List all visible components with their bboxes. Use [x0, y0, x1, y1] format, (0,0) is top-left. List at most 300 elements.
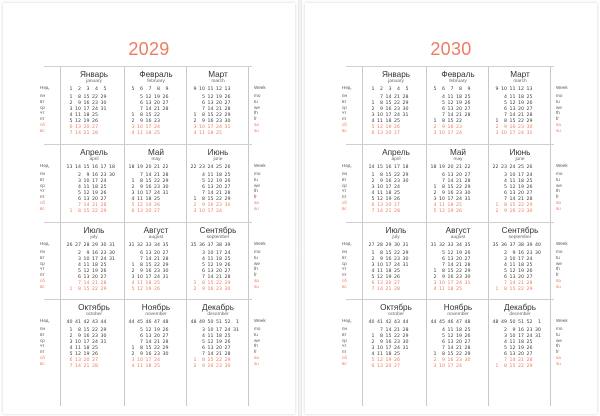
- day-number: 6: [202, 100, 205, 106]
- day-number: 9: [504, 124, 507, 130]
- month-name-latin: january: [86, 79, 102, 84]
- month-name-latin: september: [508, 235, 532, 240]
- day-number: 6: [69, 357, 73, 363]
- day-number: [160, 364, 169, 370]
- day-number: 3: [69, 339, 73, 345]
- weekday-label: сб: [342, 354, 347, 360]
- week-number: 11: [509, 87, 516, 92]
- day-number: 20: [92, 274, 98, 280]
- weekday-label: th: [556, 110, 560, 116]
- week-number: 21: [456, 165, 462, 170]
- week-number: 33: [447, 243, 454, 248]
- week-number: 29: [92, 243, 98, 248]
- day-number: 6: [202, 345, 205, 351]
- day-number: 3: [131, 190, 135, 196]
- day-number: 6: [442, 256, 445, 262]
- day-number: 24: [100, 256, 107, 262]
- day-number: 22: [154, 345, 160, 351]
- day-number: 17: [509, 130, 516, 136]
- day-number: 31: [100, 339, 107, 345]
- weekday-label: su: [254, 283, 259, 289]
- day-number: 22: [216, 112, 222, 118]
- week-number: 39: [526, 243, 533, 248]
- day-row: [126, 364, 186, 370]
- day-number: [462, 364, 471, 370]
- day-number: 13: [377, 130, 383, 136]
- month-block: [428, 70, 488, 137]
- week-number: 41: [377, 320, 383, 325]
- day-number: 25: [216, 130, 222, 136]
- weekday-label: пн: [40, 93, 46, 98]
- day-number: 13: [447, 172, 454, 178]
- day-number: 26: [92, 351, 98, 357]
- day-number: 13: [83, 196, 90, 202]
- day-number: [160, 287, 169, 293]
- week-number-row: [126, 320, 186, 327]
- day-number: 24: [92, 106, 98, 112]
- week-number-row: [64, 165, 124, 172]
- day-number: 14: [83, 280, 90, 286]
- week-number: 20: [145, 165, 152, 170]
- day-number: 11: [509, 262, 516, 268]
- day-number: 19: [518, 345, 524, 351]
- day-number: 12: [207, 94, 214, 100]
- weekday-label: we: [254, 104, 260, 110]
- day-number: 9: [140, 184, 143, 190]
- week-number: 16: [92, 165, 98, 170]
- weekday-label: вт: [40, 254, 45, 260]
- day-number: 2: [193, 202, 197, 208]
- day-number: 5: [202, 94, 205, 100]
- day-number: 1: [495, 202, 499, 208]
- day-number: 23: [456, 190, 462, 196]
- day-number: 23: [456, 124, 462, 130]
- month-name-latin: may: [151, 157, 161, 162]
- day-number: 9: [140, 351, 143, 357]
- day-number: 28: [100, 280, 107, 286]
- week-number: 44: [430, 320, 437, 325]
- week-number-row: [428, 320, 488, 327]
- day-number: 2: [78, 250, 81, 256]
- day-number: 14: [75, 363, 81, 369]
- day-number: 3: [504, 172, 507, 178]
- weekday-label: sa: [556, 199, 561, 205]
- day-number: 23: [394, 256, 400, 262]
- weekday-label: th: [556, 266, 560, 272]
- weekday-label: сб: [40, 277, 45, 283]
- day-number: 25: [100, 184, 107, 190]
- weekday-label: чт: [40, 188, 45, 194]
- day-number: 2: [131, 184, 135, 190]
- day-number: 1: [495, 118, 499, 124]
- day-number: 29: [526, 202, 533, 208]
- day-number: 28: [464, 112, 471, 118]
- month-block: [188, 148, 248, 215]
- day-number: 11: [199, 130, 205, 136]
- week-number-row: [64, 320, 124, 327]
- weekday-label: fr: [556, 272, 559, 278]
- day-row: [490, 131, 550, 137]
- weekday-label: чт: [40, 266, 45, 272]
- week-number: 1: [236, 320, 239, 325]
- grid-vertical-separator: [124, 66, 125, 406]
- weekday-label: th: [556, 188, 560, 194]
- day-number: 31: [224, 124, 231, 130]
- month-name: Январь: [381, 70, 411, 79]
- day-number: 29: [162, 178, 169, 184]
- week-number-label: Week: [556, 318, 568, 323]
- week-number-label: Week: [254, 163, 266, 168]
- year-grid: [3, 3, 295, 414]
- day-number: 11: [447, 94, 454, 100]
- day-number: [107, 209, 116, 215]
- day-number: 8: [140, 345, 143, 351]
- day-number: 8: [140, 178, 143, 184]
- day-number: 26: [394, 196, 400, 202]
- day-number: 31: [162, 190, 169, 196]
- day-number: 4: [202, 172, 205, 178]
- day-number: 8: [442, 118, 445, 124]
- day-number: 3: [371, 112, 375, 118]
- grid-vertical-separator: [426, 66, 427, 406]
- day-number: 14: [509, 196, 516, 202]
- weekday-label: mo: [254, 93, 261, 98]
- weekday-labels-left: [342, 163, 356, 212]
- day-number: 15: [385, 100, 392, 106]
- day-number: 23: [154, 184, 160, 190]
- week-number: 49: [199, 320, 205, 325]
- day-number: 22: [154, 178, 160, 184]
- day-number: 28: [526, 112, 533, 118]
- week-number: 29: [385, 243, 392, 248]
- month-name-latin: april: [89, 157, 99, 162]
- day-number: 23: [154, 118, 160, 124]
- day-number: 21: [83, 130, 90, 136]
- day-number: 9: [380, 256, 383, 262]
- day-number: 29: [100, 94, 107, 100]
- weekday-label: we: [556, 260, 562, 266]
- year-title: 2030: [430, 39, 472, 59]
- day-number: 8: [380, 172, 383, 178]
- day-number: 14: [447, 178, 454, 184]
- week-number: 7: [148, 87, 152, 92]
- week-number: 10: [199, 87, 205, 92]
- day-number: 27: [526, 351, 533, 357]
- day-number: 5: [504, 100, 507, 106]
- weekday-label: вт: [342, 176, 347, 182]
- day-number: 29: [100, 208, 107, 214]
- day-number: 26: [464, 250, 471, 256]
- week-number: 50: [509, 320, 516, 325]
- day-number: [533, 287, 542, 293]
- week-number: 48: [162, 320, 169, 325]
- day-number: 11: [439, 202, 445, 208]
- week-number: 36: [199, 243, 205, 248]
- day-number: 28: [162, 172, 169, 178]
- day-number: 26: [526, 184, 533, 190]
- day-number: 18: [385, 190, 392, 196]
- day-number: 7: [504, 112, 507, 118]
- day-number: 16: [518, 327, 524, 333]
- day-number: 12: [207, 178, 214, 184]
- day-number: 16: [447, 274, 454, 280]
- week-number: 18: [109, 165, 115, 170]
- day-number: 26: [394, 124, 400, 130]
- day-number: 3: [433, 130, 437, 136]
- week-number: 1: [69, 87, 73, 92]
- day-number: 27: [394, 130, 400, 136]
- day-number: 7: [380, 94, 383, 100]
- week-number: 30: [100, 243, 107, 248]
- day-number: 18: [385, 351, 392, 357]
- day-number: 6: [78, 196, 81, 202]
- day-number: 4: [371, 351, 375, 357]
- day-number: 19: [216, 178, 222, 184]
- week-number: 46: [447, 320, 454, 325]
- day-row: [64, 364, 124, 370]
- day-number: 7: [504, 196, 507, 202]
- month-block: [126, 148, 186, 215]
- day-number: 27: [100, 196, 107, 202]
- day-number: 14: [377, 286, 383, 292]
- day-number: 22: [518, 286, 524, 292]
- day-number: 10: [439, 196, 445, 202]
- day-number: 17: [145, 274, 152, 280]
- day-number: 29: [464, 184, 471, 190]
- weekday-label: fr: [254, 194, 257, 200]
- grid-horizontal-separator: [44, 222, 252, 223]
- month-name-latin: november: [447, 312, 469, 317]
- weekday-label: mo: [254, 326, 261, 331]
- day-number: 17: [83, 339, 90, 345]
- day-number: 17: [145, 124, 152, 130]
- day-number: 24: [216, 208, 222, 214]
- day-number: 28: [92, 130, 98, 136]
- day-number: 28: [526, 280, 533, 286]
- day-number: 3: [495, 130, 499, 136]
- day-number: 25: [394, 118, 400, 124]
- day-number: 3: [504, 256, 507, 262]
- day-number: 22: [394, 250, 400, 256]
- day-number: 20: [154, 250, 160, 256]
- day-number: 30: [402, 256, 409, 262]
- month-name-latin: september: [206, 235, 230, 240]
- week-number: 26: [526, 165, 533, 170]
- day-number: 17: [207, 208, 214, 214]
- day-number: 11: [509, 178, 516, 184]
- grid-horizontal-separator: [346, 222, 554, 223]
- day-number: [160, 209, 169, 215]
- day-number: 2: [131, 268, 135, 274]
- month-block: [490, 70, 550, 137]
- day-number: 9: [202, 202, 205, 208]
- day-number: 8: [202, 196, 205, 202]
- day-number: 30: [224, 202, 231, 208]
- day-number: [107, 287, 116, 293]
- month-name: Октябрь: [78, 303, 110, 312]
- day-number: 10: [199, 208, 205, 214]
- day-number: 15: [509, 118, 516, 124]
- week-number: 3: [86, 87, 90, 92]
- day-number: 22: [456, 351, 462, 357]
- day-number: 12: [83, 190, 90, 196]
- day-number: 31: [464, 280, 471, 286]
- week-number: 22: [464, 165, 471, 170]
- day-number: 22: [154, 112, 160, 118]
- day-number: 18: [145, 363, 152, 369]
- day-number: 12: [447, 333, 454, 339]
- week-number: 1: [371, 87, 375, 92]
- day-number: 1: [131, 178, 135, 184]
- day-number: 28: [526, 196, 533, 202]
- day-number: 9: [140, 268, 143, 274]
- day-number: 29: [162, 262, 169, 268]
- month-name: Октябрь: [380, 303, 412, 312]
- day-number: 14: [509, 280, 516, 286]
- weekday-label: ср: [40, 337, 45, 343]
- day-number: 15: [385, 172, 392, 178]
- weekday-label: su: [556, 360, 561, 366]
- weekday-label: sa: [254, 199, 259, 205]
- weekday-label: чт: [342, 110, 347, 116]
- day-number: 8: [442, 351, 445, 357]
- day-number: 6: [140, 100, 143, 106]
- day-number: 4: [442, 94, 445, 100]
- day-number: [400, 287, 409, 293]
- week-number: 37: [207, 243, 214, 248]
- weekday-label: чт: [342, 188, 347, 194]
- day-number: 21: [385, 208, 392, 214]
- day-row: [64, 209, 124, 215]
- week-number: 30: [394, 243, 400, 248]
- week-number-row: [490, 320, 550, 327]
- day-number: 19: [518, 268, 524, 274]
- day-number: 19: [83, 351, 90, 357]
- day-number: 20: [216, 184, 222, 190]
- day-number: 19: [216, 94, 222, 100]
- month-name-latin: october: [388, 312, 404, 317]
- day-number: [98, 364, 107, 370]
- day-number: 6: [202, 184, 205, 190]
- day-number: 30: [464, 274, 471, 280]
- day-row: [126, 209, 186, 215]
- day-number: 15: [509, 286, 516, 292]
- day-number: 18: [518, 94, 524, 100]
- day-number: 4: [371, 268, 375, 274]
- day-number: 2: [78, 172, 81, 178]
- day-number: 17: [145, 357, 152, 363]
- day-number: [533, 364, 542, 370]
- day-number: 2: [193, 118, 197, 124]
- weekday-labels-left: [342, 318, 356, 367]
- month-block: [64, 148, 124, 215]
- day-number: 12: [83, 268, 90, 274]
- day-number: 24: [394, 262, 400, 268]
- week-number-row: [64, 87, 124, 94]
- day-number: 28: [224, 190, 231, 196]
- day-number: 13: [145, 100, 152, 106]
- day-number: 4: [78, 184, 81, 190]
- day-number: 21: [518, 280, 524, 286]
- day-number: 7: [78, 202, 81, 208]
- day-row: [428, 209, 488, 215]
- week-number: 13: [66, 165, 73, 170]
- week-number: 9: [193, 87, 197, 92]
- day-row: [188, 209, 248, 215]
- day-number: 14: [83, 202, 90, 208]
- day-number: 24: [154, 274, 160, 280]
- day-number: [462, 287, 471, 293]
- weekday-label: sa: [556, 354, 561, 360]
- day-number: 20: [518, 190, 524, 196]
- day-number: 1: [433, 268, 437, 274]
- week-number: 18: [402, 165, 409, 170]
- week-number-label: Week: [556, 241, 568, 246]
- weekday-label: sa: [254, 354, 259, 360]
- week-number: 4: [95, 87, 98, 92]
- weekday-label: th: [254, 343, 258, 349]
- week-number: 33: [145, 243, 152, 248]
- day-number: 20: [456, 339, 462, 345]
- day-number: 6: [442, 339, 445, 345]
- day-number: 11: [207, 172, 214, 178]
- day-number: 16: [385, 178, 392, 184]
- day-number: 15: [447, 184, 454, 190]
- day-number: 30: [535, 250, 541, 256]
- weekday-label: mo: [556, 249, 563, 254]
- week-number-label: Нед.: [40, 241, 50, 246]
- day-number: 8: [380, 333, 383, 339]
- grid-horizontal-separator: [346, 144, 554, 145]
- day-number: 2: [193, 286, 197, 292]
- month-block: [428, 148, 488, 215]
- day-number: 26: [224, 339, 231, 345]
- day-number: 31: [233, 327, 239, 333]
- week-number: 20: [447, 165, 454, 170]
- day-number: 5: [202, 339, 205, 345]
- weekday-label: su: [556, 127, 561, 133]
- day-number: 13: [207, 268, 214, 274]
- day-number: 16: [92, 250, 98, 256]
- day-number: 20: [83, 357, 90, 363]
- day-number: 13: [447, 339, 454, 345]
- week-number: 39: [224, 243, 231, 248]
- weekday-label: вс: [40, 283, 45, 289]
- day-number: 14: [377, 208, 383, 214]
- day-number: 14: [385, 327, 392, 333]
- week-number: 12: [216, 87, 222, 92]
- day-number: 8: [504, 118, 507, 124]
- day-number: [400, 131, 409, 137]
- day-number: 26: [394, 274, 400, 280]
- day-number: 21: [154, 256, 160, 262]
- week-number-row: [366, 243, 426, 250]
- day-number: 27: [100, 274, 107, 280]
- day-number: 19: [385, 196, 392, 202]
- day-number: 16: [207, 286, 214, 292]
- day-number: 30: [402, 178, 409, 184]
- day-number: 20: [385, 130, 392, 136]
- day-number: 19: [92, 268, 98, 274]
- day-number: 26: [92, 118, 98, 124]
- weekday-label: вт: [342, 98, 347, 104]
- day-number: 25: [224, 172, 231, 178]
- day-number: 5: [140, 327, 143, 333]
- week-number-row: [490, 165, 550, 172]
- day-number: 20: [385, 363, 392, 369]
- weekday-label: пн: [342, 249, 348, 254]
- week-number-label: Нед.: [342, 163, 352, 168]
